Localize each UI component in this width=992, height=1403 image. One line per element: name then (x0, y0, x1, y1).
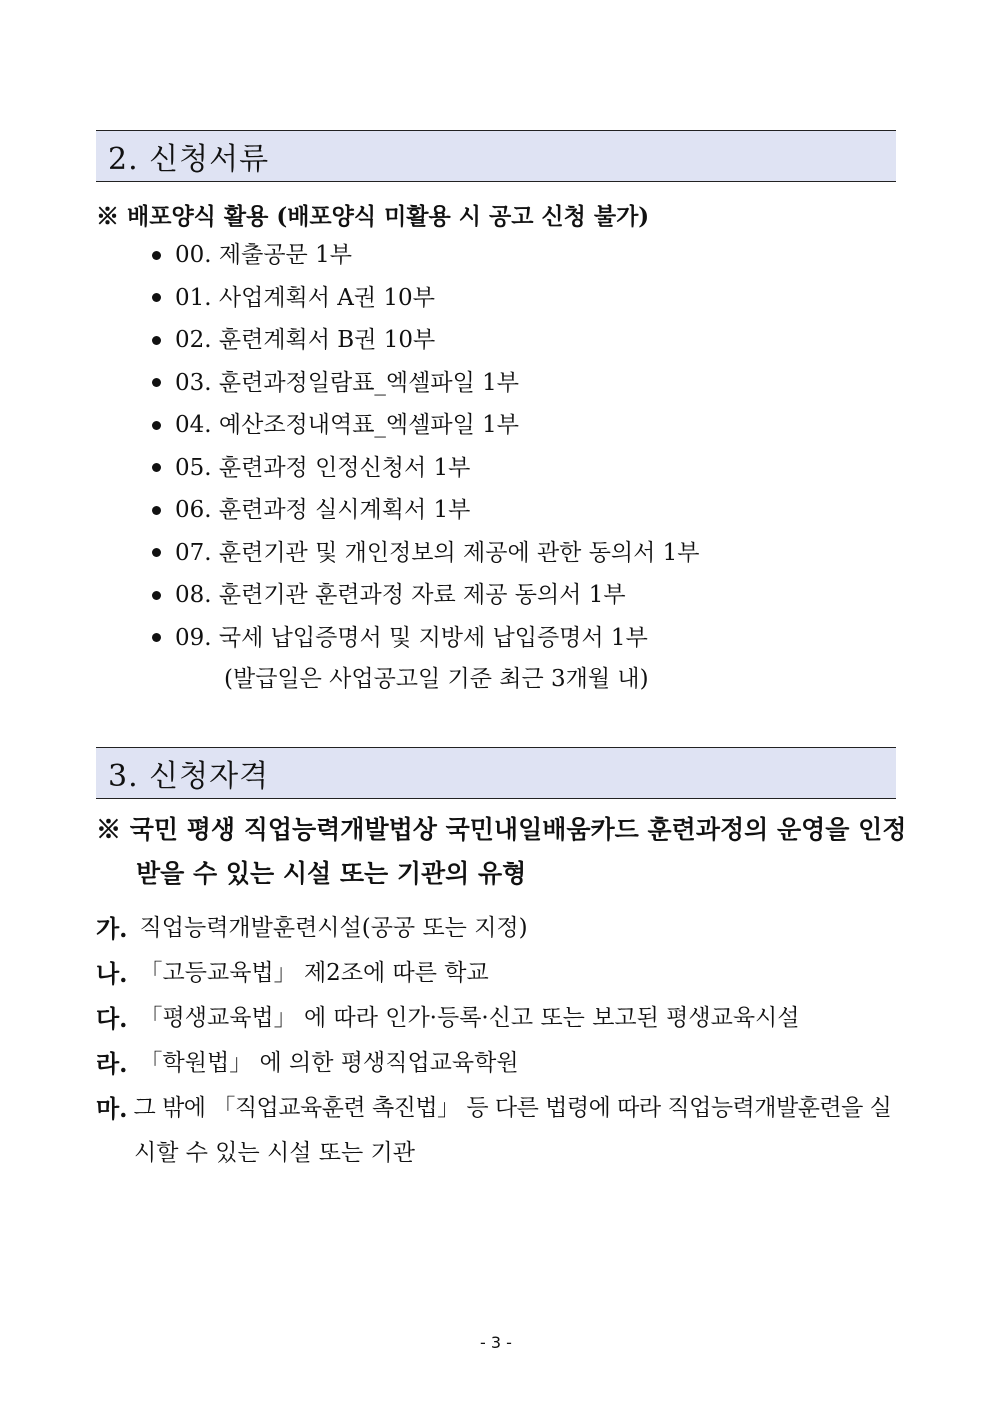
qualification-marker: 나. (96, 959, 128, 988)
document-item: 06. 훈련과정 실시계획서 1부 (152, 489, 700, 532)
qualification-item (96, 996, 896, 1041)
qualification-text: 그 밖에 「직업교육훈련 촉진법」 등 다른 법령에 따라 직업능력개발훈련을 실 (133, 1095, 892, 1121)
qualification-marker: 라. (96, 1049, 128, 1078)
document-item: 09. 국세 납입증명서 및 지방세 납입증명서 1부 (152, 617, 700, 660)
bullet-icon (152, 463, 161, 472)
document-item: 00. 제출공문 1부 (152, 234, 700, 277)
section-3-note-line1: ※ 국민 평생 직업능력개발법상 국민내일배움카드 훈련과정의 운영을 인정 (96, 815, 907, 844)
section-3-note (96, 808, 907, 896)
document-list (152, 234, 700, 699)
document-item: 05. 훈련과정 인정신청서 1부 (152, 447, 700, 490)
section-2-header (96, 130, 896, 182)
section-3-title: 3. 신청자격 (108, 759, 270, 794)
qualification-item (96, 951, 896, 996)
qualification-item (96, 1086, 896, 1131)
bullet-icon (152, 548, 161, 557)
qualification-item (96, 906, 896, 951)
document-item: 04. 예산조정내역표_엑셀파일 1부 (152, 404, 700, 447)
qualification-marker: 가. (96, 914, 128, 943)
document-item: 03. 훈련과정일람표_엑셀파일 1부 (152, 362, 700, 405)
bullet-icon (152, 421, 161, 430)
bullet-icon (152, 633, 161, 642)
document-note: (발급일은 사업공고일 기준 최근 3개월 내) (224, 666, 649, 692)
qualification-text: 「고등교육법」 제2조에 따른 학교 (139, 960, 489, 986)
qualification-text: 직업능력개발훈련시설(공공 또는 지정) (139, 915, 528, 941)
section-2-note: ※ 배포양식 활용 (배포양식 미활용 시 공고 신청 불가) (96, 203, 650, 230)
page-number: - 3 - (480, 1333, 512, 1352)
qualification-continuation (96, 1131, 896, 1175)
bullet-icon (152, 378, 161, 387)
document-item: 02. 훈련계획서 B권 10부 (152, 319, 700, 362)
qualification-marker: 다. (96, 1004, 128, 1033)
bullet-icon (152, 506, 161, 515)
qualification-text: 「학원법」 에 의한 평생직업교육학원 (139, 1050, 519, 1076)
document-item: 07. 훈련기관 및 개인정보의 제공에 관한 동의서 1부 (152, 532, 700, 575)
document-item: 08. 훈련기관 훈련과정 자료 제공 동의서 1부 (152, 574, 700, 617)
bullet-icon (152, 591, 161, 600)
section-3-note-line2: 받을 수 있는 시설 또는 기관의 유형 (136, 859, 527, 888)
document-item: 01. 사업계획서 A권 10부 (152, 277, 700, 320)
qualification-marker: 마. (96, 1094, 128, 1123)
qualification-continuation-text: 시할 수 있는 시설 또는 기관 (134, 1140, 415, 1166)
qualification-list (96, 906, 896, 1175)
qualification-text: 「평생교육법」 에 따라 인가·등록·신고 또는 보고된 평생교육시설 (139, 1005, 800, 1031)
bullet-icon (152, 293, 161, 302)
qualification-item (96, 1041, 896, 1086)
bullet-icon (152, 251, 161, 260)
bullet-icon (152, 336, 161, 345)
section-3-header (96, 747, 896, 799)
section-2-title: 2. 신청서류 (108, 142, 270, 177)
